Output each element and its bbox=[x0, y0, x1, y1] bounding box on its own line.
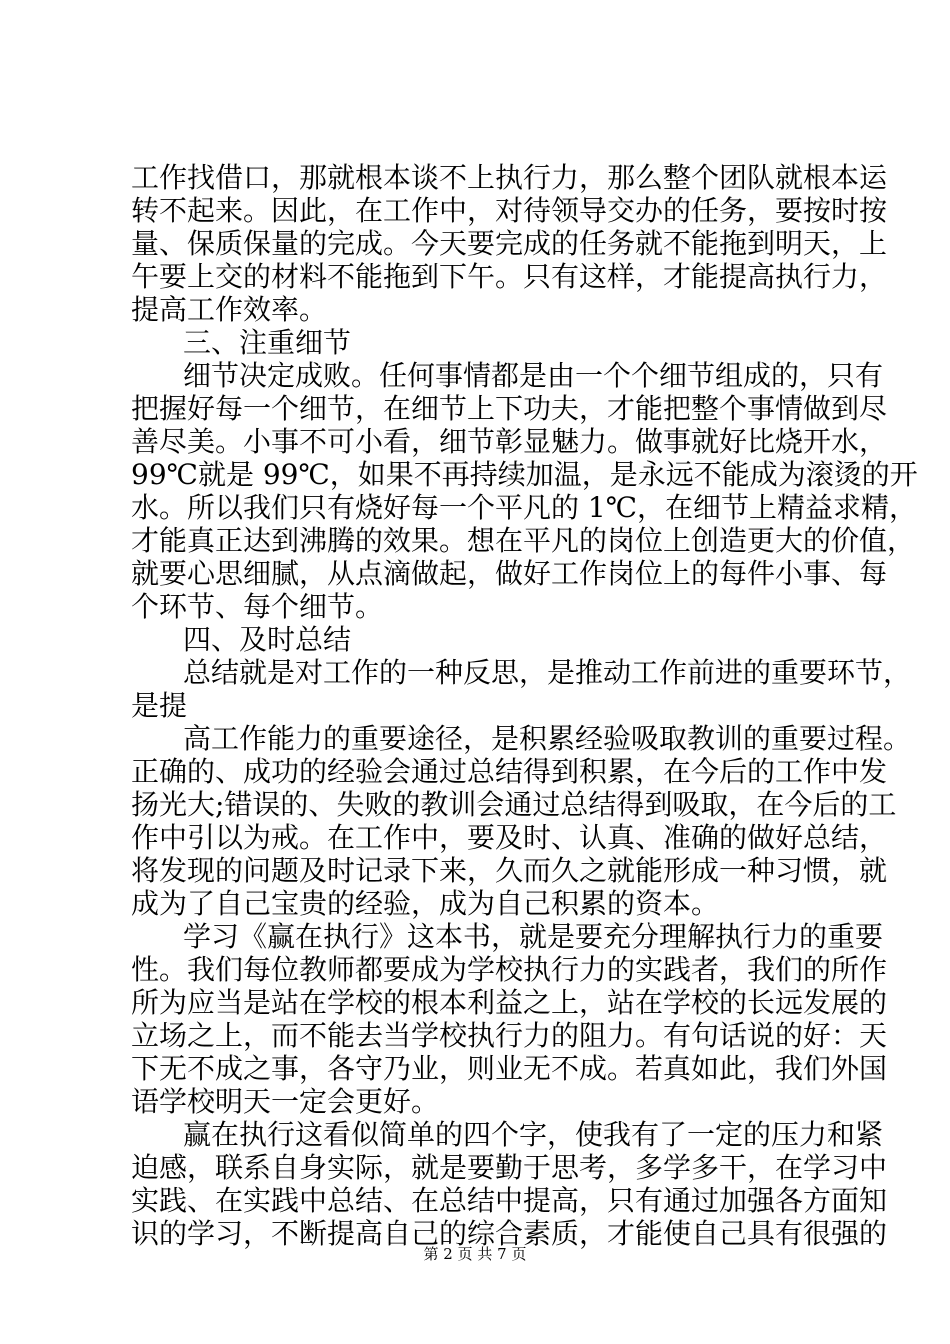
paragraph-line: 正确的、成功的经验会通过总结得到积累，在今后的工作中发 bbox=[131, 755, 888, 788]
paragraph-line: 99℃就是 99℃，如果不再持续加温，是永远不能成为滚烫的开 bbox=[131, 458, 918, 491]
paragraph-line: 性。我们每位教师都要成为学校执行力的实践者，我们的所作 bbox=[131, 953, 888, 986]
paragraph-line: 所为应当是站在学校的根本利益之上，站在学校的长远发展的 bbox=[131, 986, 888, 1019]
paragraph-line: 把握好每一个细节，在细节上下功夫，才能把整个事情做到尽 bbox=[131, 392, 888, 425]
paragraph-line: 工作找借口，那就根本谈不上执行力，那么整个团队就根本运 bbox=[131, 161, 888, 194]
paragraph-line: 作中引以为戒。在工作中，要及时、认真、准确的做好总结， bbox=[131, 821, 888, 854]
paragraph-line: 语学校明天一定会更好。 bbox=[131, 1085, 440, 1118]
paragraph-line: 下无不成之事，各守乃业，则业无不成。若真如此，我们外国 bbox=[131, 1052, 888, 1085]
paragraph-line: 提高工作效率。 bbox=[131, 293, 328, 326]
paragraph-line: 成为了自己宝贵的经验，成为自己积累的资本。 bbox=[131, 887, 720, 920]
paragraph-line: 是提 bbox=[131, 689, 188, 722]
paragraph-line: 学习《赢在执行》这本书，就是要充分理解执行力的重要 bbox=[183, 920, 884, 953]
paragraph-line: 午要上交的材料不能拖到下午。只有这样，才能提高执行力， bbox=[131, 260, 888, 293]
page-number-footer: 第 2 页 共 7 页 bbox=[423, 1245, 527, 1263]
paragraph-line: 将发现的问题及时记录下来，久而久之就能形成一种习惯，就 bbox=[131, 854, 888, 887]
paragraph-line: 就要心思细腻，从点滴做起，做好工作岗位上的每件小事、每 bbox=[131, 557, 888, 590]
paragraph-line: 高工作能力的重要途径，是积累经验吸取教训的重要过程。 bbox=[183, 722, 912, 755]
paragraph-line: 细节决定成败。任何事情都是由一个个细节组成的，只有 bbox=[183, 359, 884, 392]
paragraph-line: 善尽美。小事不可小看，细节彰显魅力。做事就好比烧开水， bbox=[131, 425, 888, 458]
paragraph-line: 赢在执行这看似简单的四个字，使我有了一定的压力和紧 bbox=[183, 1118, 884, 1151]
paragraph-line: 量、保质保量的完成。今天要完成的任务就不能拖到明天，上 bbox=[131, 227, 888, 260]
paragraph-line: 识的学习，不断提高自己的综合素质，才能使自己具有很强的 bbox=[131, 1217, 888, 1250]
section-heading: 三、注重细节 bbox=[183, 326, 352, 359]
paragraph-line: 总结就是对工作的一种反思，是推动工作前进的重要环节， bbox=[183, 656, 912, 689]
section-heading: 四、及时总结 bbox=[183, 623, 352, 656]
paragraph-line: 转不起来。因此，在工作中，对待领导交办的任务，要按时按 bbox=[131, 194, 888, 227]
paragraph-line: 实践、在实践中总结、在总结中提高，只有通过加强各方面知 bbox=[131, 1184, 888, 1217]
paragraph-line: 水。所以我们只有烧好每一个平凡的 1℃，在细节上精益求精， bbox=[131, 491, 918, 524]
paragraph-line: 扬光大;错误的、失败的教训会通过总结得到吸取，在今后的工 bbox=[131, 788, 897, 821]
paragraph-line: 个环节、每个细节。 bbox=[131, 590, 384, 623]
paragraph-line: 才能真正达到沸腾的效果。想在平凡的岗位上创造更大的价值， bbox=[131, 524, 916, 557]
paragraph-line: 立场之上，而不能去当学校执行力的阻力。有句话说的好：天 bbox=[131, 1019, 888, 1052]
paragraph-line: 迫感，联系自身实际，就是要勤于思考，多学多干，在学习中 bbox=[131, 1151, 888, 1184]
